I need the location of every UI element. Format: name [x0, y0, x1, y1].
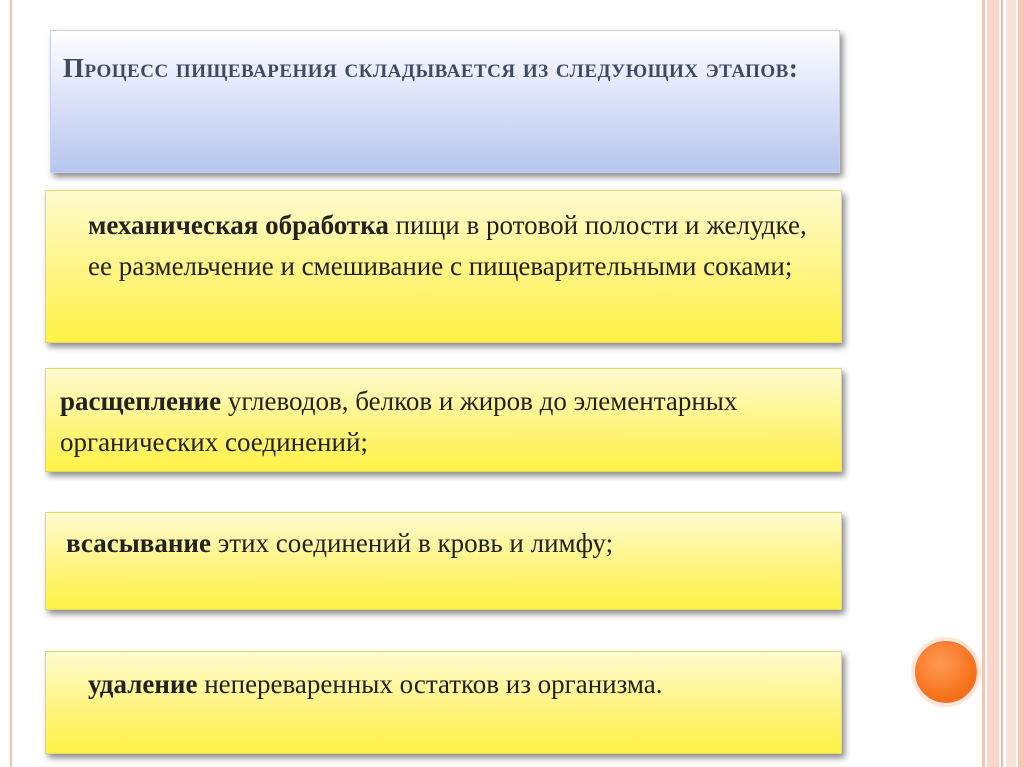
stage-text — [60, 381, 830, 463]
right-decorative-stripes — [982, 0, 1024, 767]
stripe — [1001, 0, 1003, 767]
stage-card-absorption — [45, 512, 842, 610]
stage-term: удаление — [88, 669, 198, 699]
slide-title: Процесс пищеварения складывается из следующих этапов: — [63, 53, 799, 83]
stage-description: углеводов, белков и жиров до элементарных органических соединений; — [60, 386, 738, 457]
stripe — [1006, 0, 1016, 767]
stage-description: пищи в ротовой полости и желудке, ее размельчение и смешивание с пищеварительными соками; — [88, 210, 807, 281]
title-box — [50, 30, 840, 173]
stage-text — [88, 205, 828, 287]
stage-card-mechanical — [45, 190, 842, 343]
stage-term: расщепление — [60, 386, 222, 416]
stage-text — [66, 523, 826, 564]
stripe — [987, 0, 999, 767]
stage-description: этих соединений в кровь и лимфу; — [210, 528, 614, 558]
stage-description: непереваренных остатков из организма. — [197, 669, 663, 699]
stage-card-removal — [45, 651, 842, 754]
stage-card-breakdown — [45, 368, 842, 472]
stripe — [1018, 0, 1024, 767]
left-border-line — [10, 0, 12, 767]
stage-text — [88, 664, 828, 705]
stage-term: всасывание — [66, 528, 211, 558]
stripe — [982, 0, 985, 767]
stage-term: механическая обработка — [88, 210, 389, 240]
orange-circle-decoration — [915, 641, 977, 703]
